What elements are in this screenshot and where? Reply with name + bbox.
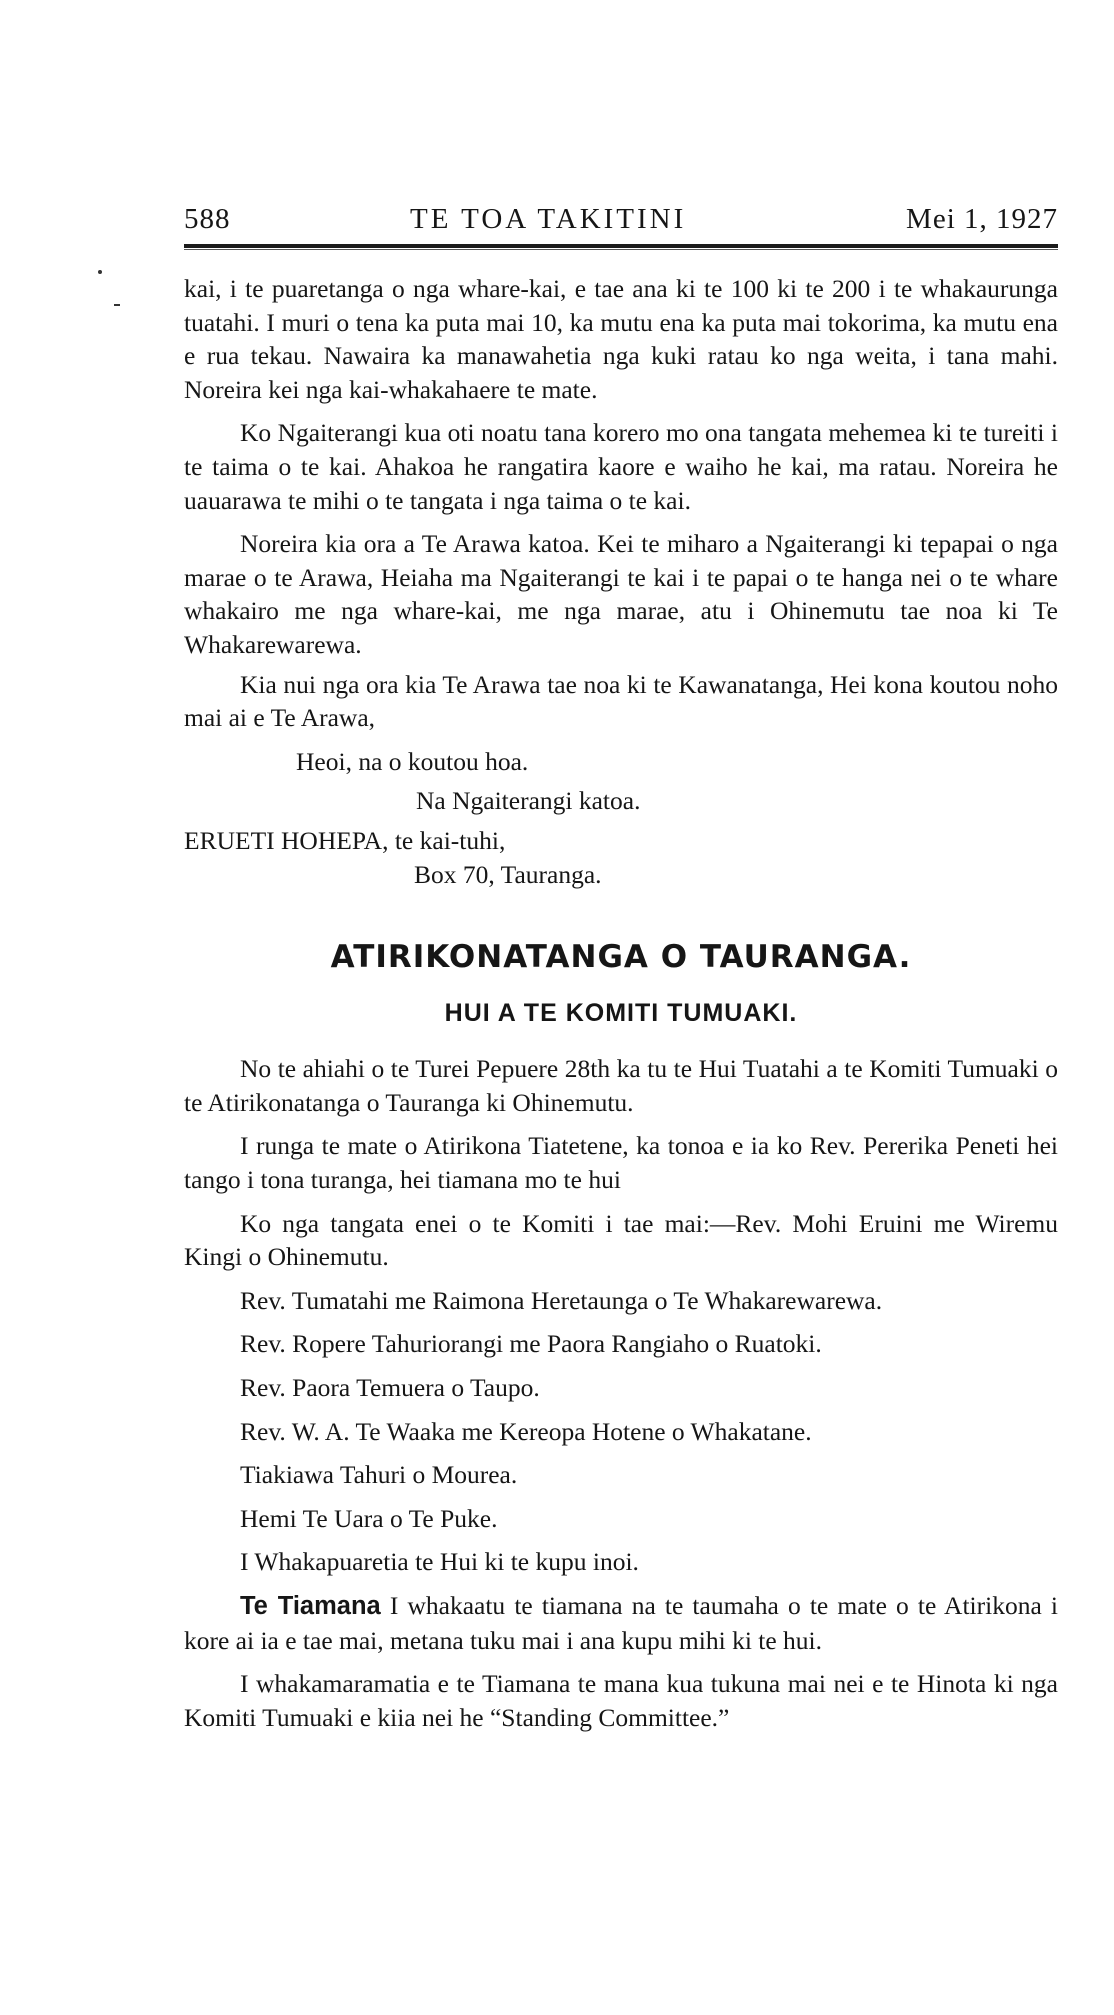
letter-paragraph: kai, i te puaretanga o nga whare-kai, e tae ana ki te 100 ki te 200 i te whakaurunga tuatahi. I muri o tena ka puta mai 10, ka mutu ena ka puta mai tokorima, ka mutu ena e rua tekau. Nawaira ka manawahetia nga kuki ratau ko nga weita, i tana mahi. Noreira kei nga kai-whakahaere te mate.	[184, 274, 1058, 404]
article-paragraph: No te ahiahi o te Turei Pepuere 28th ka tu te Hui Tuatahi a te Komiti Tumuaki o te Atirikonatanga o Tauranga ki Ohinemutu.	[184, 1054, 1058, 1117]
article-subheadline: HUI A TE KOMITI TUMUAKI.	[444, 998, 798, 1027]
letter-address: Box 70, Tauranga.	[414, 859, 602, 889]
member-line: Hemi Te Uara o Te Puke.	[240, 1503, 498, 1533]
member-line: Tiakiawa Tahuri o Mourea.	[240, 1460, 518, 1490]
tiamana-lead: Te Tiamana	[240, 1592, 381, 1620]
article-headline: ATIRIKONATANGA O TAURANGA.	[330, 939, 912, 976]
article-paragraph: I whakamaramatia e te Tiamana te mana kua tukuna mai nei e te Hinota ki nga Komiti Tumuaki e kiia nei he “Standing Committee.”	[184, 1669, 1058, 1732]
letter-paragraph: Ko Ngaiterangi kua oti noatu tana korero mo ona tangata mehemea ki te tureiti i te taima o te kai. Ahakoa he rangatira kaore e waiho he kai, ma ratau. Noreira he uauarawa te mihi o te tangata i nga taima o te kai.	[184, 418, 1058, 515]
letter-closing: Heoi, na o koutou hoa.	[296, 746, 529, 776]
margin-mark	[114, 304, 120, 306]
letter-paragraph: Kia nui nga ora kia Te Arawa tae noa ki te Kawanatanga, Hei kona koutou noho mai ai e Te Arawa,	[184, 669, 1058, 733]
issue-date: Mei 1, 1927	[906, 203, 1058, 235]
member-line: Rev. Ropere Tahuriorangi me Paora Rangiaho o Ruatoki.	[240, 1329, 822, 1359]
page-body	[184, 272, 1058, 1734]
running-header	[184, 203, 1058, 239]
margin-mark	[98, 270, 102, 274]
tiamana-paragraph	[184, 1589, 1058, 1657]
article-paragraph: I Whakapuaretia te Hui ki te kupu inoi.	[240, 1547, 639, 1577]
header-rule-thin	[184, 249, 1058, 250]
page-number: 588	[184, 203, 231, 235]
article-paragraph: I runga te mate o Atirikona Tiatetene, ka tonoa e ia ko Rev. Pererika Peneti hei tango i tona turanga, hei tiamana mo te hui	[184, 1131, 1058, 1195]
member-line: Rev. W. A. Te Waaka me Kereopa Hotene o Whakatane.	[240, 1416, 812, 1446]
article-paragraph: Rev. Tumatahi me Raimona Heretaunga o Te Whakarewarewa.	[240, 1285, 883, 1315]
member-line: Rev. Paora Temuera o Taupo.	[240, 1373, 540, 1403]
letter-from: Na Ngaiterangi katoa.	[416, 786, 641, 816]
publication-title: TE TOA TAKITINI	[410, 203, 687, 235]
tiamana-text: I whakaatu te tiamana na te taumaha o te mate o te Atirikona i kore ai ia e tae mai, metana tuku mai i ana kupu mihi ki te hui.	[184, 1591, 1059, 1655]
header-rule	[184, 244, 1058, 248]
letter-paragraph: Noreira kia ora a Te Arawa katoa. Kei te miharo a Ngaiterangi ki tepapai o nga marae o te Arawa, Heiaha ma Ngaiterangi te kai i te papai o te hanga nei o te whare whakairo me nga whare-kai, me nga marae, atu i Ohinemutu tae noa ki Te Whakarewarewa.	[184, 529, 1058, 659]
article-paragraph: Ko nga tangata enei o te Komiti i tae mai:—Rev. Mohi Eruini me Wiremu Kingi o Ohinemutu.	[184, 1208, 1058, 1272]
letter-signature: ERUETI HOHEPA, te kai-tuhi,	[184, 825, 506, 855]
